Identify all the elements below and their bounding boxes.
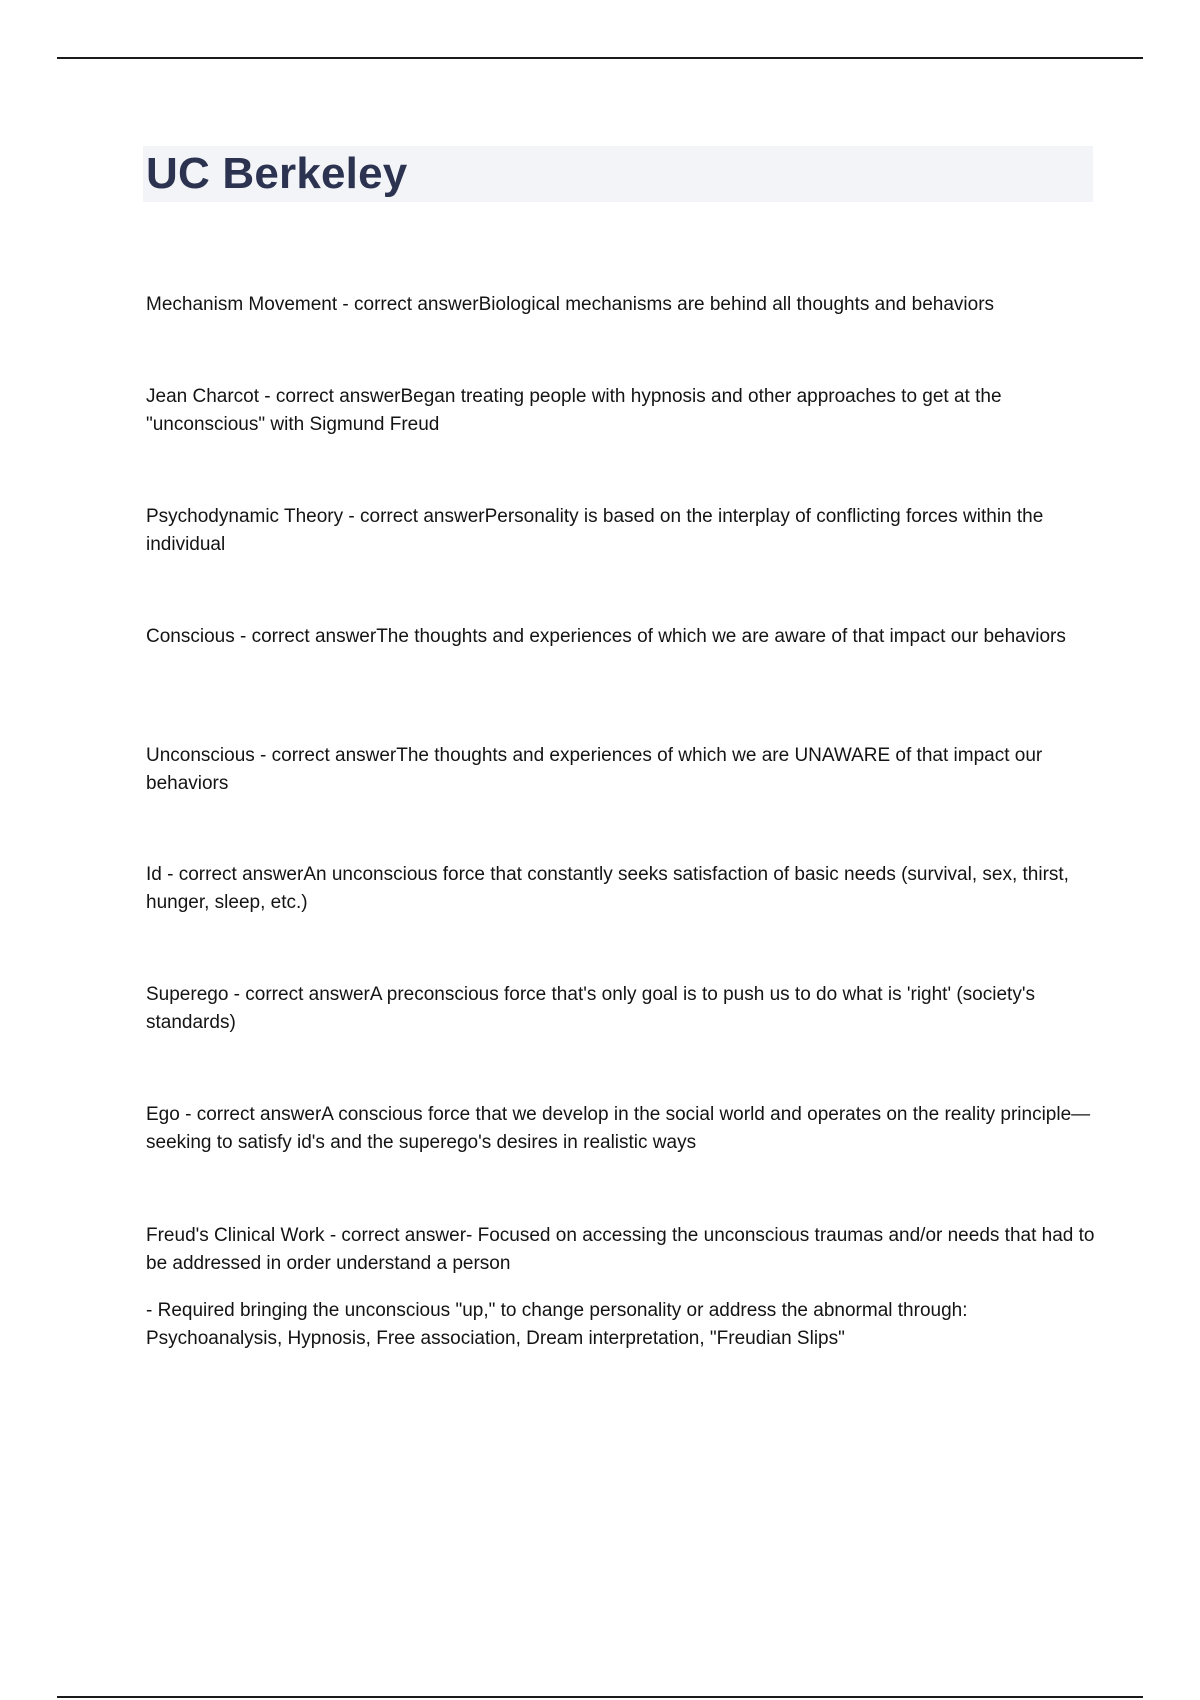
- entry-ego: Ego - correct answerA conscious force that we develop in the social world and operates on the reality principle—seeking to satisfy id's and the superego's desires in realistic ways: [146, 1104, 1091, 1153]
- top-divider: [57, 57, 1143, 59]
- bottom-divider: [57, 1696, 1143, 1698]
- entry-conscious: Conscious - correct answerThe thoughts and experiences of which we are aware of that impact our behaviors: [146, 626, 1066, 647]
- entry-unconscious: Unconscious - correct answerThe thoughts and experiences of which we are UNAWARE of that impact our behaviors: [146, 745, 1043, 794]
- entry-id: Id - correct answerAn unconscious force that constantly seeks satisfaction of basic needs (survival, sex, thirst, hunger, sleep, etc.): [146, 864, 1069, 913]
- entry-freuds-clinical-work: Freud's Clinical Work - correct answer- Focused on accessing the unconscious traumas and/or needs that had to be addressed in order understand a person: [146, 1225, 1095, 1274]
- entry-jean-charcot: Jean Charcot - correct answerBegan treating people with hypnosis and other approaches to get at the "unconscious" with Sigmund Freud: [146, 386, 1002, 435]
- entry-freuds-clinical-work-continued: - Required bringing the unconscious "up," to change personality or address the abnormal through: Psychoanalysis, Hypnosis, Free association, Dream interpretation, "Freudian Slips": [146, 1300, 968, 1349]
- page-title: UC Berkeley: [146, 149, 408, 198]
- entry-superego: Superego - correct answerA preconscious force that's only goal is to push us to do what is 'right' (society's standards): [146, 984, 1035, 1033]
- entry-mechanism-movement: Mechanism Movement - correct answerBiological mechanisms are behind all thoughts and behaviors: [146, 294, 995, 315]
- entry-psychodynamic-theory: Psychodynamic Theory - correct answerPersonality is based on the interplay of conflicting forces within the individual: [146, 506, 1044, 555]
